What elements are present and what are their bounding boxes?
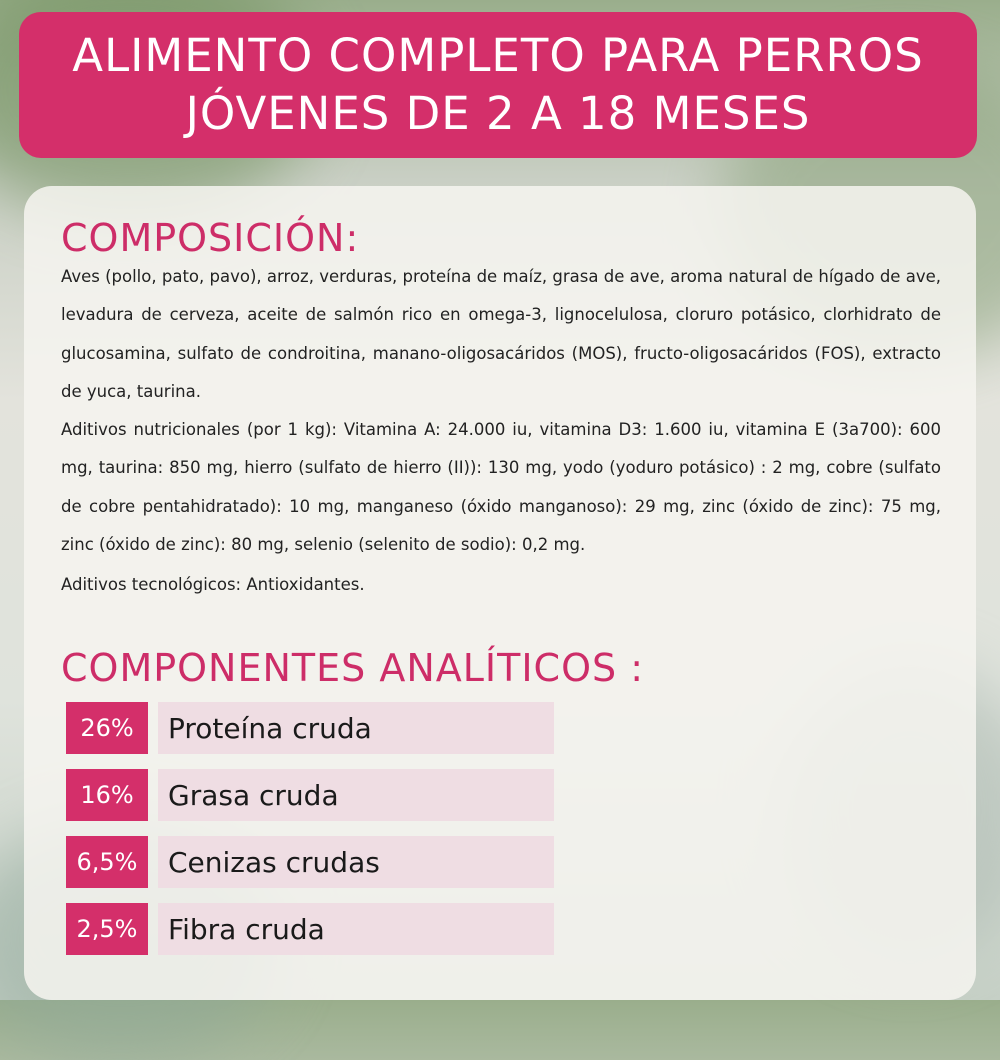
analytic-row-ash bbox=[66, 836, 554, 888]
component-label: Cenizas crudas bbox=[158, 836, 554, 888]
percent-badge: 2,5% bbox=[66, 903, 148, 955]
percent-badge: 6,5% bbox=[66, 836, 148, 888]
nutritional-additives-text: Aditivos nutricionales (por 1 kg): Vitamina A: 24.000 iu, vitamina D3: 1.600 iu, vitamina E (3a700): 600 mg, taurina: 850 mg, hierro (sulfato de hierro (II)): 130 mg, yodo (yoduro potásico) : 2 mg, cobre (sulfato de cobre pentahidratado): 10 mg, manganeso (óxido manganoso): 29 mg, zinc (óxido de zinc): 75 mg, zinc (óxido de zinc): 80 mg, selenio (selenito de sodio): 0,2 mg. bbox=[61, 420, 941, 554]
title-line-1: ALIMENTO COMPLETO PARA PERROS bbox=[72, 29, 924, 82]
info-card bbox=[24, 186, 976, 1000]
analytic-row-fiber bbox=[66, 903, 554, 955]
analytic-row-fat bbox=[66, 769, 554, 821]
ingredients-text: Aves (pollo, pato, pavo), arroz, verduras, proteína de maíz, grasa de ave, aroma natural de hígado de ave, levadura de cerveza, aceite de salmón rico en omega-3, lignocelulosa, cloruro potásico, clorhidrato de glucosamina, sulfato de condroitina, manano-oligosacáridos (MOS), fructo-oligosacáridos (FOS), extracto de yuca, taurina. bbox=[61, 267, 941, 401]
percent-badge: 26% bbox=[66, 702, 148, 754]
component-label: Grasa cruda bbox=[158, 769, 554, 821]
component-label: Proteína cruda bbox=[158, 702, 554, 754]
title-banner bbox=[19, 12, 977, 158]
technological-additives-text: Aditivos tecnológicos: Antioxidantes. bbox=[61, 575, 365, 594]
component-label: Fibra cruda bbox=[158, 903, 554, 955]
title-line-2: JÓVENES DE 2 A 18 MESES bbox=[185, 87, 811, 140]
percent-badge: 16% bbox=[66, 769, 148, 821]
analytic-row-protein bbox=[66, 702, 554, 754]
composition-heading: COMPOSICIÓN: bbox=[61, 216, 360, 260]
analytics-heading: COMPONENTES ANALÍTICOS : bbox=[61, 646, 644, 690]
